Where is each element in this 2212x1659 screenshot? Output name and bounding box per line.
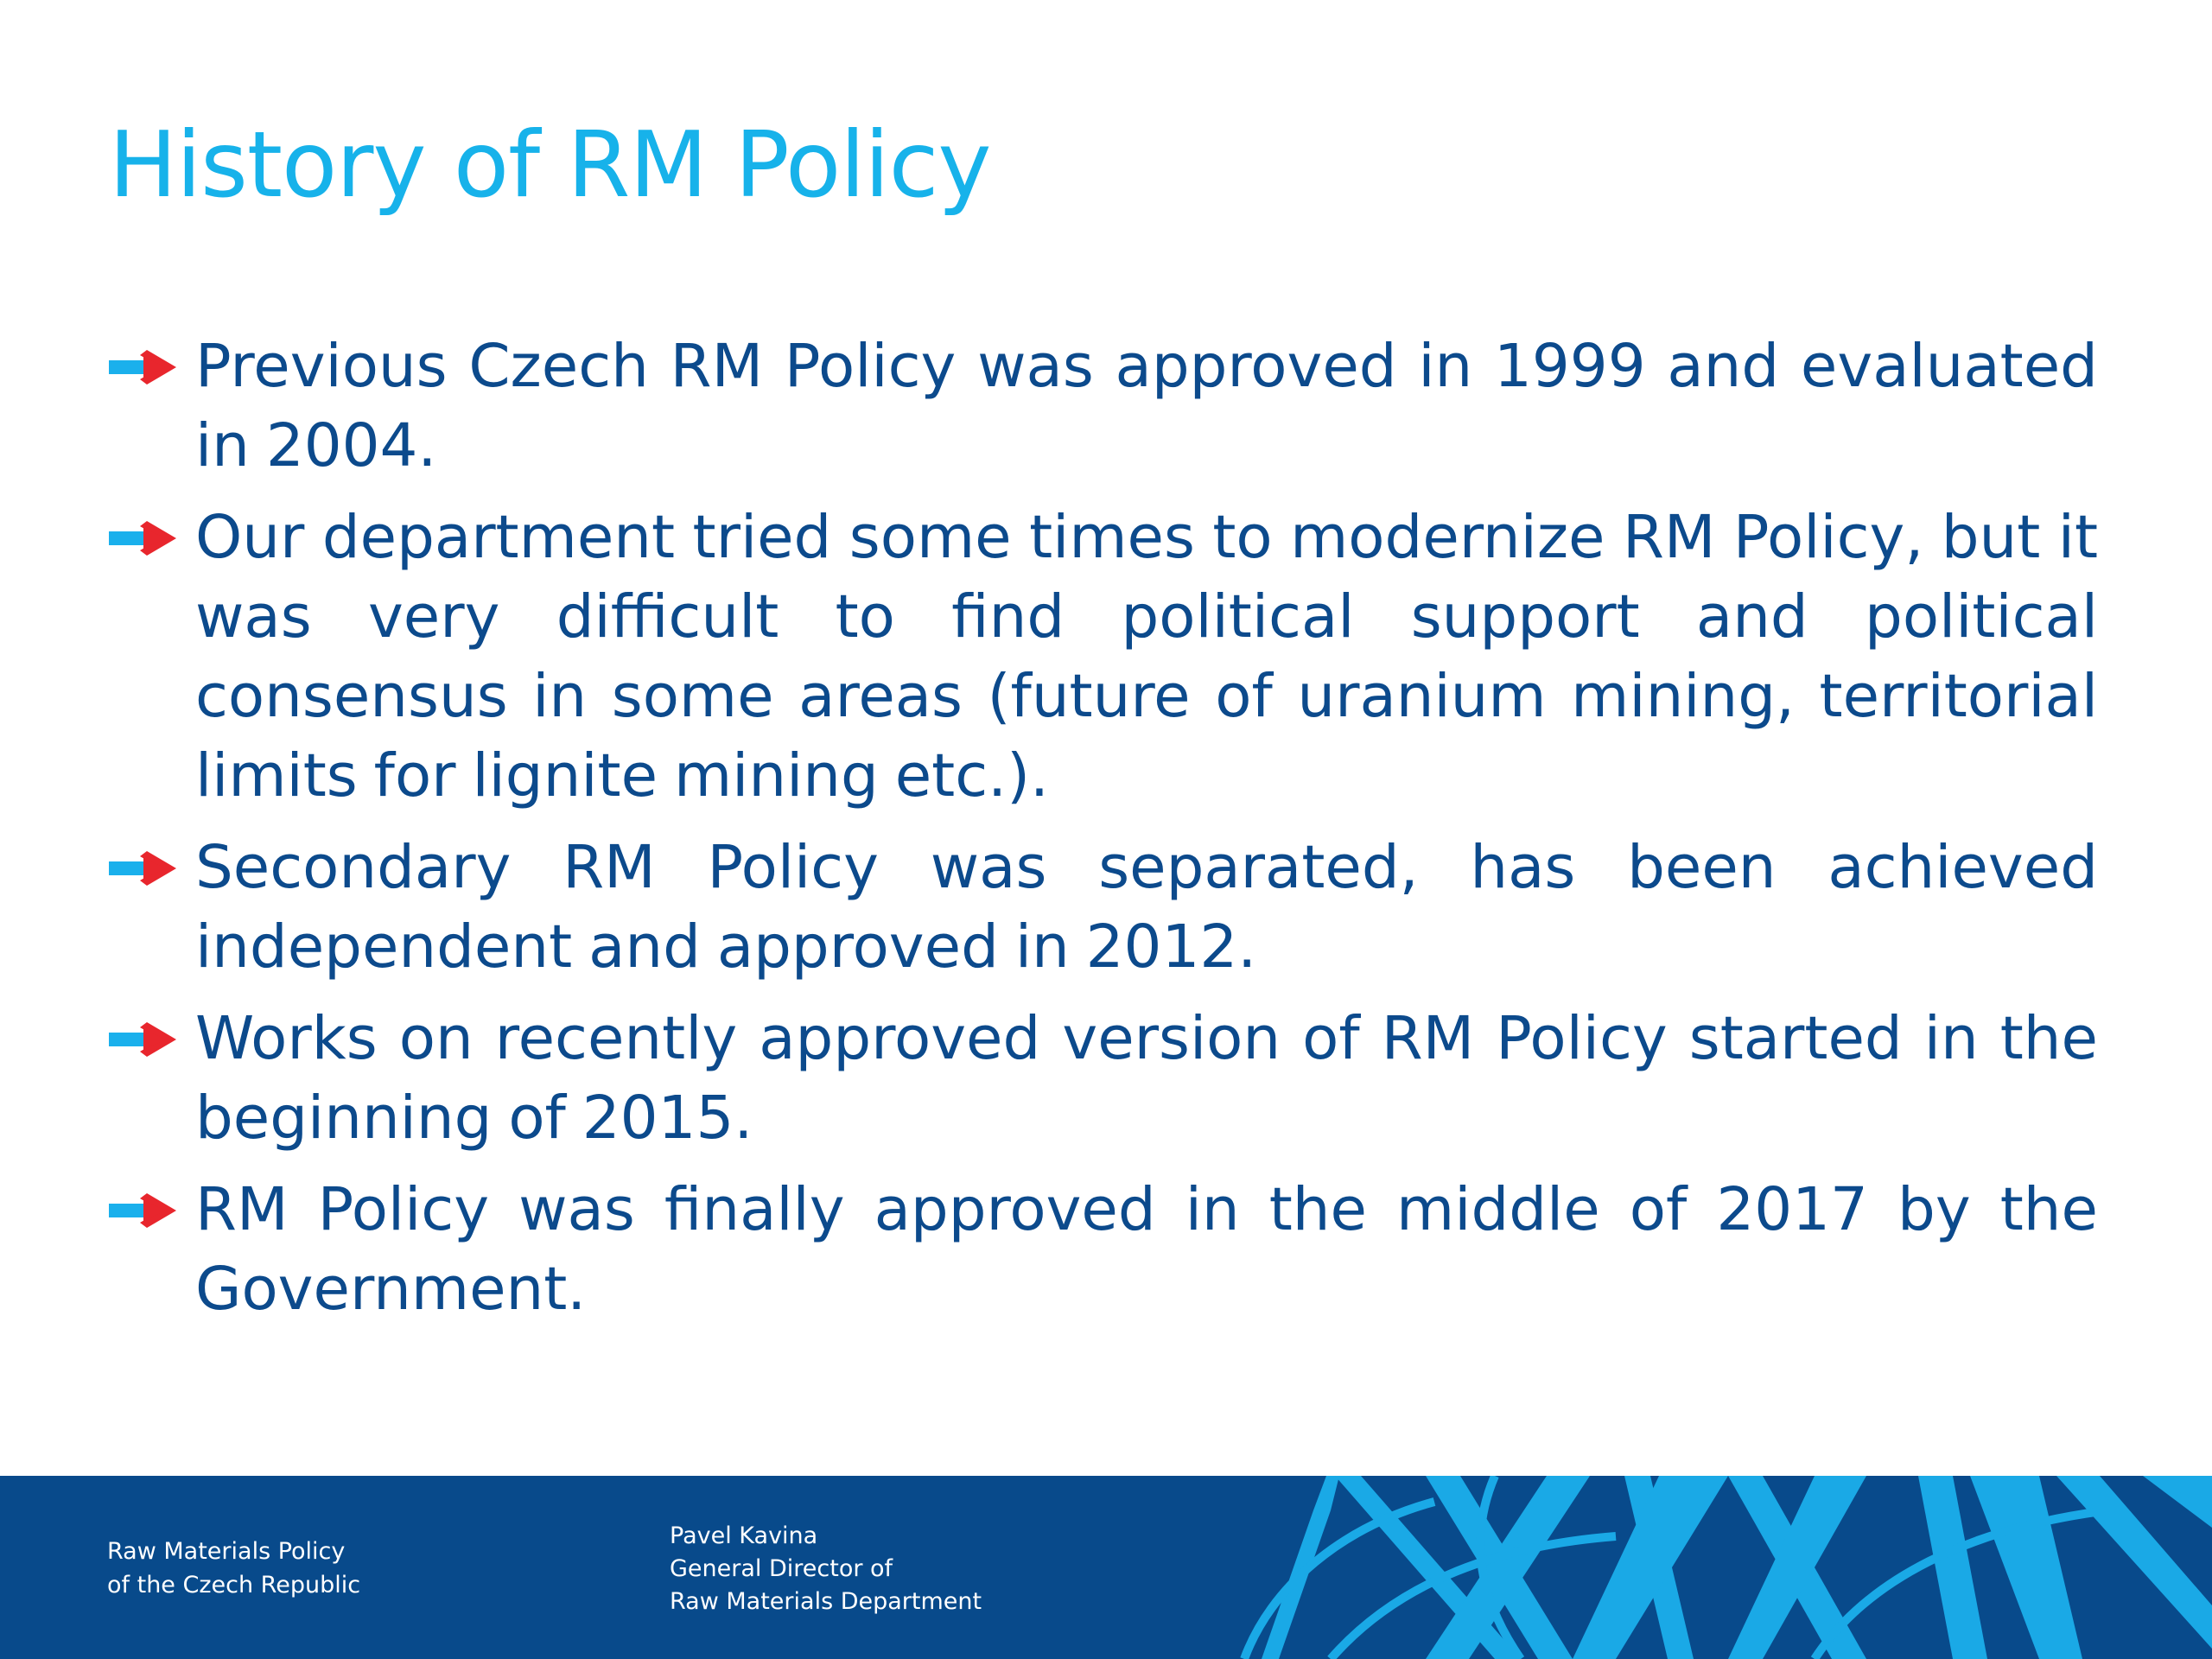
bullet-text: Previous Czech RM Policy was approved in 1999 and evaluated in 2004.	[195, 332, 2098, 480]
arrow-right-icon	[109, 350, 176, 385]
footer-author-name: Pavel Kavina	[670, 1522, 818, 1549]
bullet-item	[109, 327, 2098, 486]
bullet-item	[109, 828, 2098, 987]
footer-publication	[107, 1535, 360, 1602]
arrow-right-icon	[109, 1022, 176, 1057]
bullet-text: Secondary RM Policy was separated, has been achieved independent and approved in 2012.	[195, 833, 2098, 982]
bullet-list	[109, 327, 2098, 1341]
arrow-right-icon	[109, 1193, 176, 1228]
bullet-item	[109, 999, 2098, 1158]
slide-title: History of RM Policy	[109, 112, 991, 218]
bullet-text: Our department tried some times to modernize RM Policy, but it was very difficult to find political support and political consensus in some areas (future of uranium mining, territorial limits for lignite mining etc.).	[195, 503, 2098, 810]
footer-decoration-graphic	[1210, 1476, 2212, 1659]
footer-left-line: of the Czech Republic	[107, 1572, 361, 1599]
bullet-item	[109, 498, 2098, 816]
footer-left-line: Raw Materials Policy	[107, 1538, 346, 1565]
bullet-text: RM Policy was finally approved in the middle of 2017 by the Government.	[195, 1175, 2098, 1324]
bullet-text: Works on recently approved version of RM Policy started in the beginning of 2015.	[195, 1004, 2098, 1153]
bullet-item	[109, 1170, 2098, 1329]
footer-author-role: General Director of	[670, 1555, 893, 1582]
arrow-right-icon	[109, 521, 176, 556]
footer-author	[670, 1520, 982, 1618]
footer-band	[0, 1476, 2212, 1659]
arrow-right-icon	[109, 851, 176, 886]
footer-author-dept: Raw Materials Department	[670, 1588, 982, 1615]
